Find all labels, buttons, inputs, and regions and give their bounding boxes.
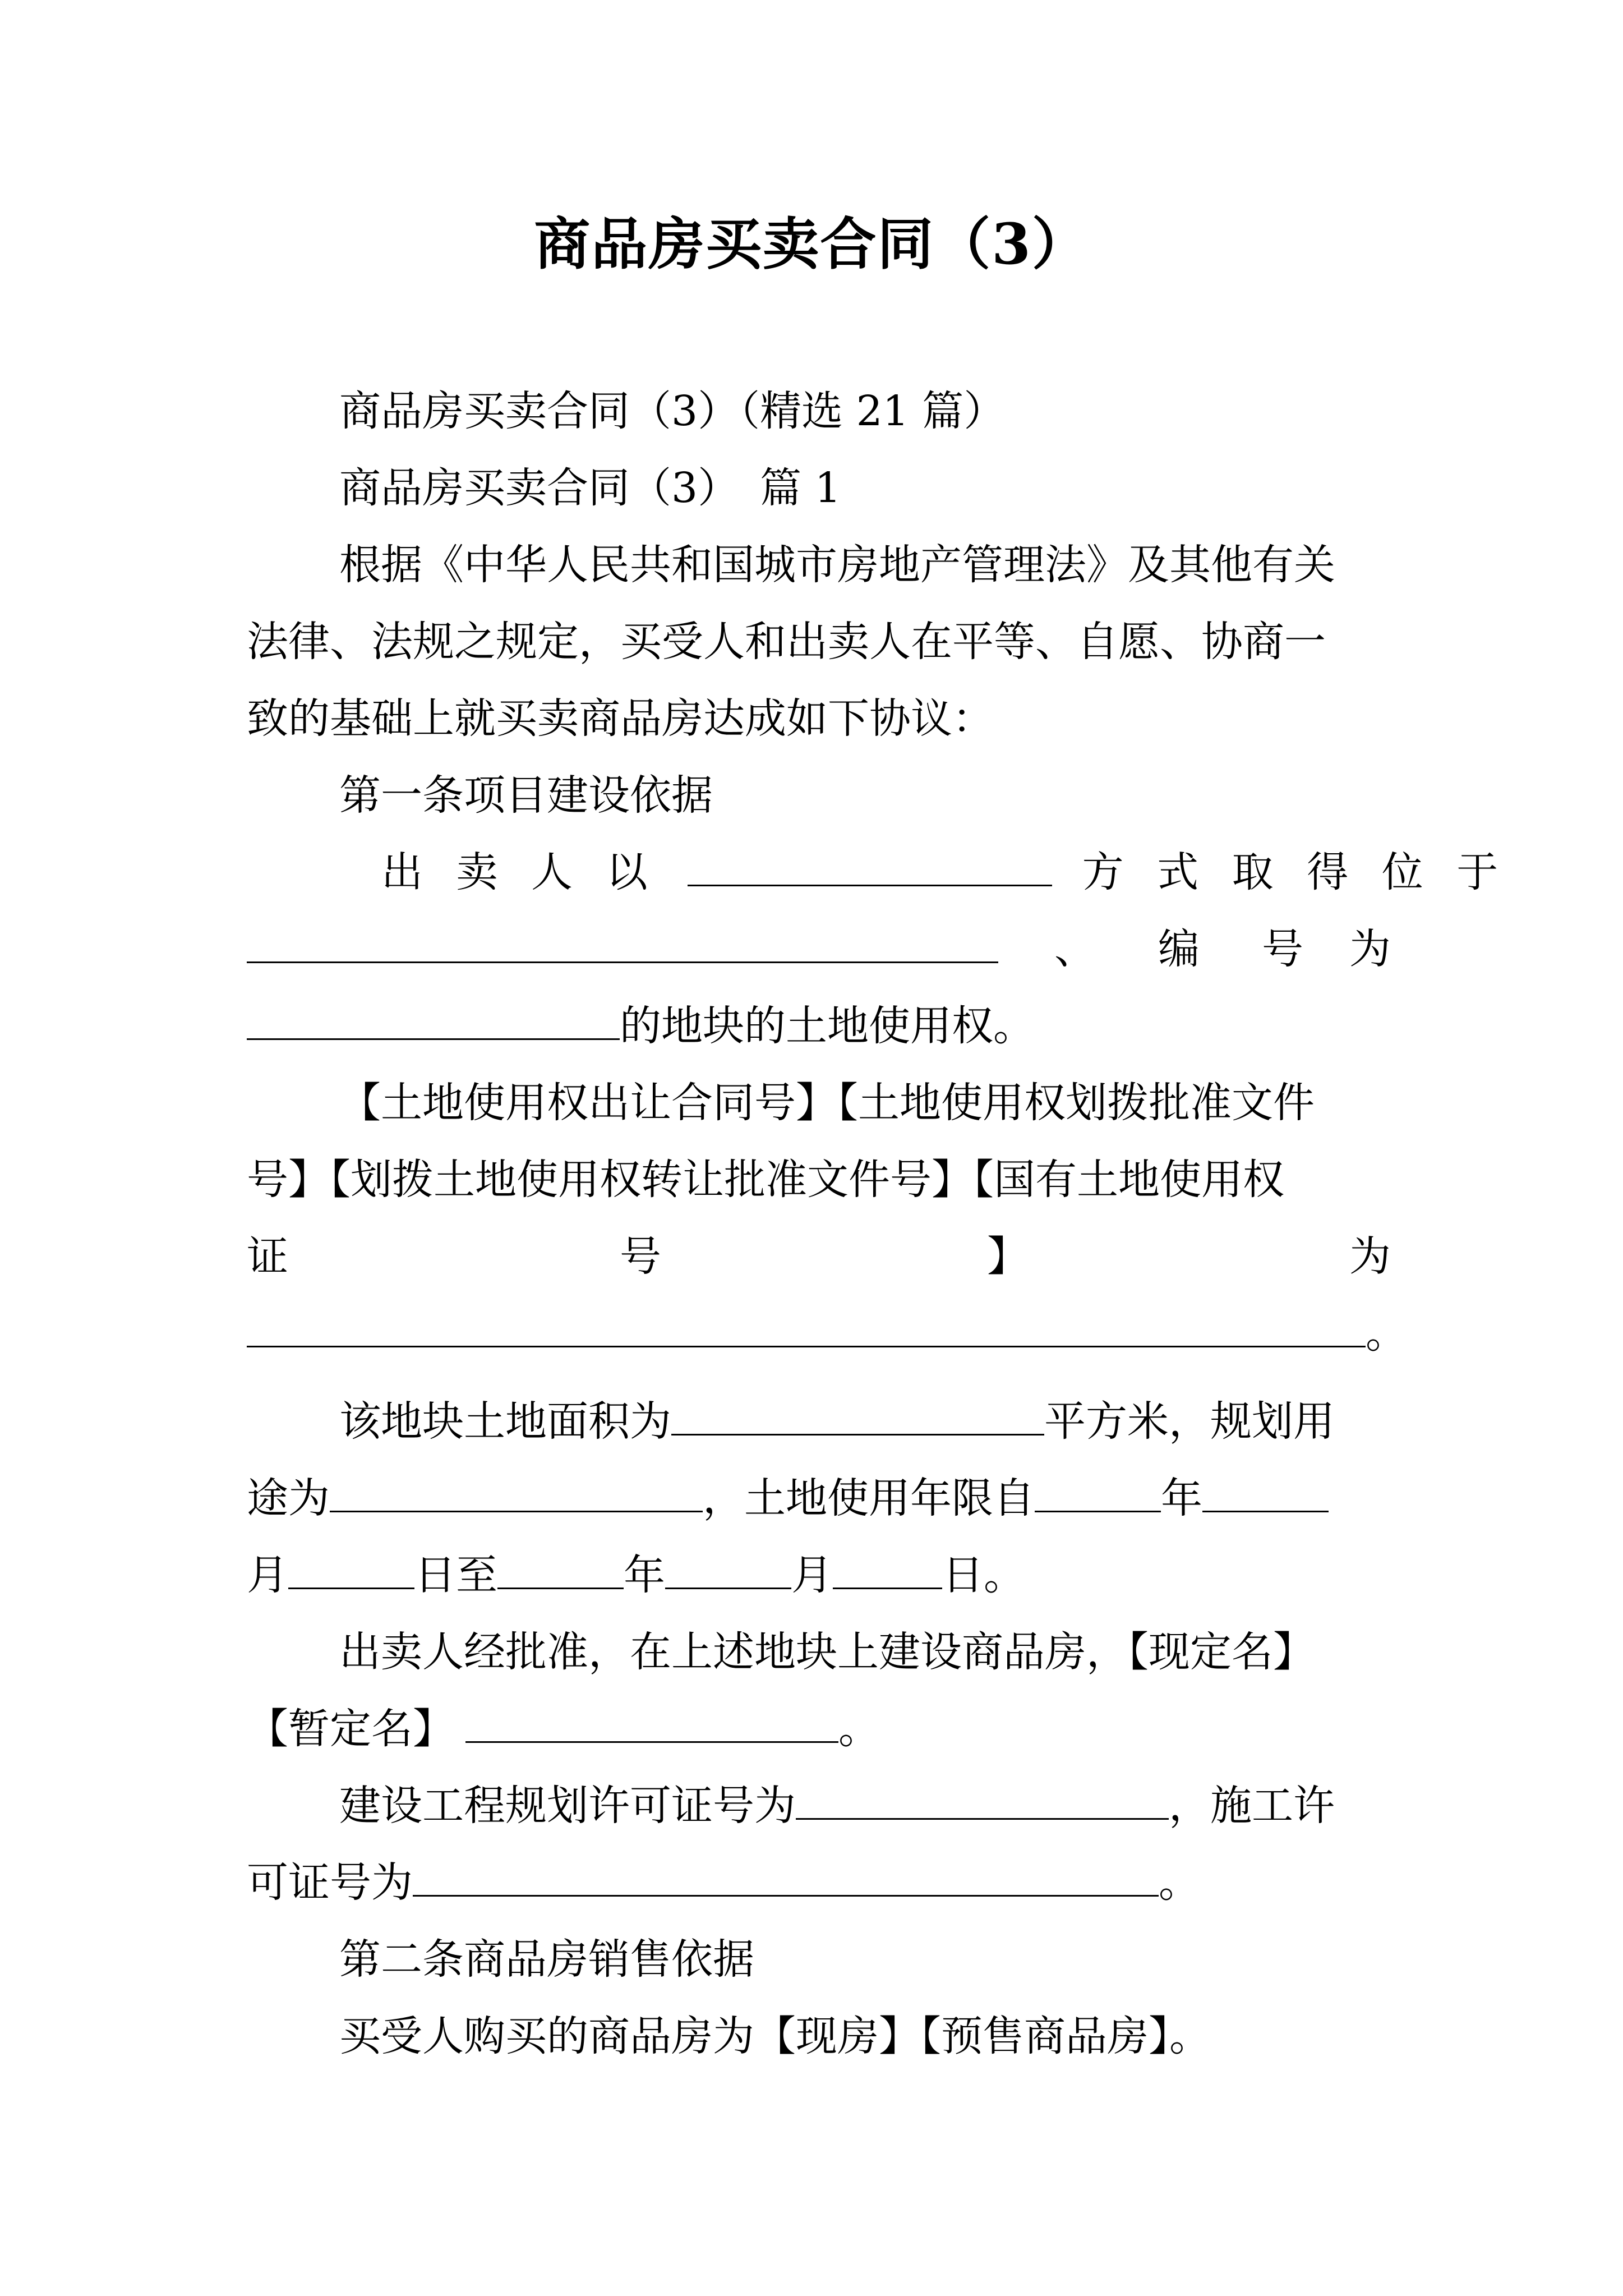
section-heading-text: 商品房买卖合同（3） 篇 1 xyxy=(339,464,841,512)
paragraph-text: 的地块的土地使用权。 xyxy=(620,1002,1035,1050)
blank-field[interactable] xyxy=(247,922,998,963)
paragraph-line xyxy=(247,1768,1483,1844)
paragraph-text: 出卖人经批准，在上述地块上建设商品房，【现定名】 xyxy=(339,1628,1315,1676)
paragraph-text: 根据《中华人民共和国城市房地产管理法》及其他有关 xyxy=(339,541,1335,589)
paragraph-text: 号】【划拨土地使用权转让批准文件号】【国有土地使用权 xyxy=(247,1156,1284,1204)
paragraph-text: 为 xyxy=(1349,925,1391,973)
paragraph-text: 编 xyxy=(1158,925,1200,973)
paragraph-text: 证 xyxy=(247,1232,288,1281)
paragraph-line xyxy=(247,604,1391,680)
paragraph-text: 。 xyxy=(1366,1309,1407,1358)
paragraph-line xyxy=(247,527,1483,604)
paragraph-text: 、 xyxy=(1054,925,1096,973)
article-heading-text: 第一条项目建设依据 xyxy=(339,771,713,820)
blank-field[interactable] xyxy=(247,1306,1366,1347)
paragraph-line xyxy=(247,1460,1391,1537)
paragraph-text: 该地块土地面积为 xyxy=(339,1397,671,1446)
paragraph-text: 可证号为 xyxy=(247,1858,413,1907)
paragraph-line xyxy=(247,834,1509,911)
paragraph-line xyxy=(247,1998,1483,2075)
paragraph-text: 号 xyxy=(1262,925,1303,973)
paragraph-line xyxy=(247,1065,1483,1142)
paragraph-line xyxy=(247,1383,1483,1460)
blank-field[interactable] xyxy=(671,1395,1044,1435)
blank-field[interactable] xyxy=(1202,1471,1329,1512)
paragraph-text: 【暂定名】 xyxy=(247,1705,454,1753)
paragraph-line xyxy=(247,1691,1391,1768)
paragraph-text: 。 xyxy=(1159,1858,1200,1907)
blank-field[interactable] xyxy=(247,999,620,1040)
paragraph-line xyxy=(247,1142,1391,1218)
paragraph-line xyxy=(247,1218,1391,1295)
paragraph-line xyxy=(247,1537,1391,1614)
paragraph-line xyxy=(247,911,1391,988)
paragraph-text: ，施工许 xyxy=(1169,1782,1335,1830)
blank-field[interactable] xyxy=(465,1702,838,1743)
paragraph-line xyxy=(247,680,1391,757)
subtitle-line xyxy=(247,373,1483,450)
paragraph-text: 月 xyxy=(247,1551,288,1599)
document-title: 商品房买卖合同（3） xyxy=(534,211,1089,277)
paragraph-text: 日至 xyxy=(414,1551,497,1599)
paragraph-text: 月 xyxy=(791,1551,833,1599)
blank-field[interactable] xyxy=(497,1548,624,1589)
paragraph-text: 买受人购买的商品房为【现房】【预售商品房】。 xyxy=(339,2012,1211,2060)
paragraph-text: 出 卖 人 以 xyxy=(381,848,658,896)
paragraph-text: 途为 xyxy=(247,1474,330,1522)
paragraph-text: 为 xyxy=(1349,1232,1391,1281)
blank-field[interactable] xyxy=(330,1471,703,1512)
paragraph-line xyxy=(247,1844,1391,1921)
paragraph-text: 年 xyxy=(1161,1474,1202,1522)
blank-field[interactable] xyxy=(288,1548,414,1589)
section-heading xyxy=(247,450,1483,527)
paragraph-line xyxy=(247,1614,1483,1691)
blank-field[interactable] xyxy=(833,1548,942,1589)
paragraph-line xyxy=(247,988,1391,1065)
blank-field[interactable] xyxy=(1035,1471,1161,1512)
subtitle-text: 商品房买卖合同（3）（精选 21 篇） xyxy=(339,387,1006,435)
paragraph-text: 日。 xyxy=(942,1551,1025,1599)
blank-field[interactable] xyxy=(796,1779,1169,1820)
paragraph-text: 法律、法规之规定，买受人和出卖人在平等、自愿、协商一 xyxy=(247,618,1326,666)
article-heading-text: 第二条商品房销售依据 xyxy=(339,1935,754,1984)
paragraph-text: 。 xyxy=(838,1705,880,1753)
blank-field[interactable] xyxy=(413,1856,1159,1897)
paragraph-text: 建设工程规划许可证号为 xyxy=(339,1782,796,1830)
paragraph-text: 平方米，规划用 xyxy=(1044,1397,1335,1446)
blank-field[interactable] xyxy=(665,1548,791,1589)
paragraph-text: 号 xyxy=(620,1232,661,1281)
article-heading xyxy=(247,1921,1483,1998)
paragraph-text: 方 式 取 得 位 于 xyxy=(1082,848,1509,896)
paragraph-line xyxy=(247,1295,1407,1372)
paragraph-text: ，土地使用年限自 xyxy=(703,1474,1035,1522)
blank-field[interactable] xyxy=(688,845,1052,886)
paragraph-text: 【土地使用权出让合同号】【土地使用权划拨批准文件 xyxy=(339,1079,1315,1127)
paragraph-text: 】 xyxy=(987,1232,1029,1281)
article-heading xyxy=(247,757,1483,834)
paragraph-text: 年 xyxy=(624,1551,665,1599)
paragraph-text: 致的基础上就买卖商品房达成如下协议： xyxy=(247,694,994,743)
